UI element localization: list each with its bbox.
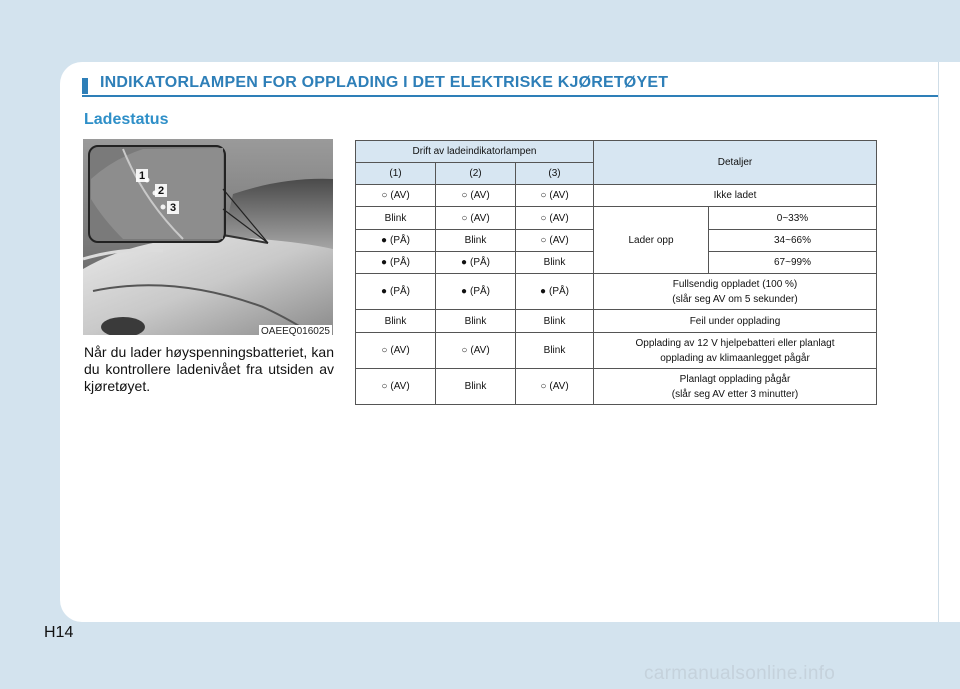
- on-icon: ●: [380, 257, 388, 268]
- lamp-state: (PÅ): [390, 257, 411, 268]
- table-row: [356, 207, 877, 230]
- detail-cell: Ikke ladet: [594, 185, 877, 207]
- callout-1: 1: [139, 170, 146, 182]
- header-col-1: (1): [356, 163, 436, 185]
- on-icon: ●: [380, 235, 388, 246]
- lamp-state: (AV): [470, 190, 490, 201]
- detail-cell: [594, 274, 877, 310]
- lamp-state: (PÅ): [470, 286, 491, 297]
- car-illustration: [83, 139, 333, 335]
- page-edge-rule: [938, 62, 939, 622]
- charging-status-table: [355, 140, 877, 405]
- off-icon: ○: [461, 345, 468, 356]
- lamp-cell: [356, 185, 436, 207]
- off-icon: ○: [461, 190, 468, 201]
- lamp-cell: Blink: [436, 230, 516, 252]
- watermark: carmanualsonline.info: [644, 663, 836, 684]
- lamp-state: (AV): [549, 212, 569, 224]
- lamp-state: (AV): [549, 190, 569, 201]
- detail-cell: Feil under opplading: [594, 310, 877, 333]
- detail-line: (slår seg AV etter 3 minutter): [671, 388, 799, 400]
- lamp-cell: [516, 185, 594, 207]
- lamp-cell: [436, 207, 516, 230]
- lamp-state: (PÅ): [390, 235, 411, 246]
- off-icon: ○: [540, 190, 547, 201]
- detail-line: (slår seg AV om 5 sekunder): [672, 293, 798, 305]
- lamp-cell: [356, 230, 436, 252]
- lamp-cell: [516, 274, 594, 310]
- table-row: [356, 310, 877, 333]
- lamp-cell: Blink: [356, 207, 436, 230]
- off-icon: ○: [540, 381, 547, 392]
- lamp-cell: Blink: [516, 333, 594, 369]
- table-row: [356, 274, 877, 310]
- lamp-cell: Blink: [516, 252, 594, 274]
- title-accent-bar: [82, 78, 88, 94]
- table-row: [356, 369, 877, 405]
- page-number: H14: [44, 624, 74, 641]
- detail-cell: [594, 333, 877, 369]
- header-col-3: (3): [516, 163, 594, 185]
- lamp-state: (AV): [549, 381, 569, 392]
- lamp-state: (PÅ): [549, 286, 570, 297]
- lamp-cell: [356, 252, 436, 274]
- detail-line: Opplading av 12 V hjelpebatteri eller planlagt: [635, 337, 835, 349]
- detail-line: Planlagt opplading pågår: [679, 373, 791, 385]
- lamp-cell: [516, 230, 594, 252]
- lamp-cell: Blink: [436, 369, 516, 405]
- charging-cell: Lader opp: [594, 207, 709, 274]
- lamp-state: (AV): [390, 381, 410, 392]
- off-icon: ○: [381, 190, 388, 201]
- on-icon: ●: [380, 286, 388, 297]
- off-icon: ○: [540, 212, 547, 224]
- header-lamp-operation: Drift av ladeindikatorlampen: [356, 141, 594, 163]
- section-heading: Ladestatus: [84, 111, 169, 128]
- lamp-state: (AV): [470, 345, 490, 356]
- page-title: INDIKATORLAMPEN FOR OPPLADING I DET ELEKTRISKE KJØRETØYET: [100, 74, 669, 91]
- detail-line: opplading av klimaanlegget pågår: [660, 352, 810, 364]
- lamp-state: (AV): [390, 345, 410, 356]
- title-underline: [82, 95, 938, 97]
- detail-cell: [594, 369, 877, 405]
- off-icon: ○: [461, 212, 468, 224]
- lamp-cell: [516, 369, 594, 405]
- lamp-cell: [356, 369, 436, 405]
- lamp-state: (PÅ): [470, 257, 491, 268]
- lamp-cell: [356, 274, 436, 310]
- lamp-cell: [436, 333, 516, 369]
- off-icon: ○: [381, 381, 388, 392]
- percent-cell: 0~33%: [709, 207, 877, 230]
- header-details: Detaljer: [594, 141, 877, 185]
- lamp-state: (AV): [549, 235, 569, 246]
- off-icon: ○: [540, 235, 547, 246]
- header-col-2: (2): [436, 163, 516, 185]
- car-charging-port-photo: [83, 139, 333, 335]
- detail-line: Fullsendig oppladet (100 %): [672, 278, 798, 290]
- body-paragraph: Når du lader høyspenningsbatteriet, kan du kontrollere ladenivået fra utsiden av kjøretøyet.: [84, 344, 334, 394]
- figure-code: OAEEQ016025: [261, 326, 330, 337]
- callout-3: 3: [170, 202, 177, 214]
- lamp-cell: Blink: [356, 310, 436, 333]
- off-icon: ○: [381, 345, 388, 356]
- lamp-cell: [356, 333, 436, 369]
- callout-2: 2: [158, 185, 165, 197]
- on-icon: ●: [539, 286, 547, 297]
- lamp-cell: [516, 207, 594, 230]
- table-row: [356, 185, 877, 207]
- on-icon: ●: [460, 257, 468, 268]
- percent-cell: 67~99%: [709, 252, 877, 274]
- lamp-cell: Blink: [516, 310, 594, 333]
- lamp-state: (AV): [470, 212, 490, 224]
- lamp-cell: Blink: [436, 310, 516, 333]
- table-header-row: [356, 141, 877, 163]
- on-icon: ●: [460, 286, 468, 297]
- lamp-state: (AV): [390, 190, 410, 201]
- lamp-cell: [436, 274, 516, 310]
- lamp-state: (PÅ): [390, 286, 411, 297]
- table-row: [356, 333, 877, 369]
- lamp-cell: [436, 185, 516, 207]
- lamp-cell: [436, 252, 516, 274]
- percent-cell: 34~66%: [709, 230, 877, 252]
